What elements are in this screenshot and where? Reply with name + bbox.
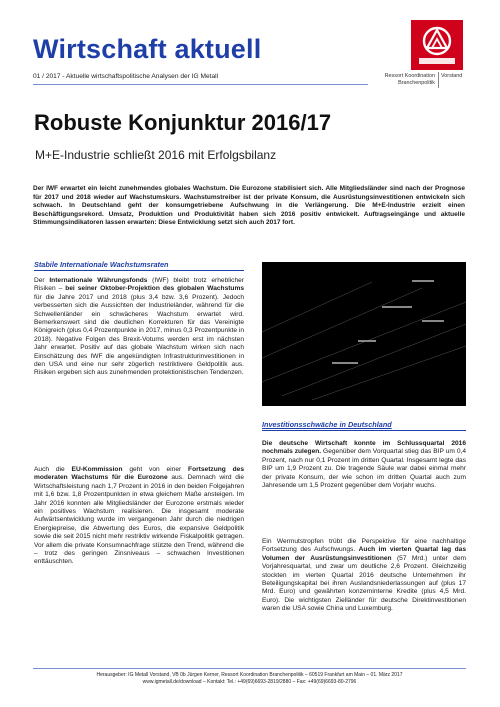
masthead-title: Wirtschaft aktuell <box>33 34 262 64</box>
ig-metall-logo-icon[interactable] <box>411 20 463 70</box>
chart-image <box>262 262 466 406</box>
section-divider <box>262 430 466 431</box>
footer-publisher: Herausgeber: IG Metall Vorstand, VB 0b Jürgen Kerner, Ressort Koordination Branchenpolitik – 60519 Frankfurt am Main – 01. März 2017 <box>96 672 403 678</box>
paragraph-iwf: Der Internationale Währungsfonds (IWF) bleibt trotz erheblicher Risiken – bei seiner Oktober-Projektion des globalen Wachstums für die Jahre 2017 und 2018 (plus 3,4 bzw. 3,6 Prozent). Jedoch verbesserten sich die Aussichten der Industrieländer, während für die Schwellenländer ein schwächeres Wachstum erwartet wird. Bemerkenswert sind die deutlichen Korrekturen für das Vereinigte Königreich (plus 0,4 Prozentpunkte in 2017, minus 0,3 Prozentpunkte in 2018). Negative Folgen des Brexit-Votums werden erst im nächsten Jahr erwartet. Positiv auf das globale Wachstum wirken sich nach Einschätzung des IWF die angekündigten Infrastrukturinvestitionen in den USA und eine nur sehr zögerlich restriktivere Geldpolitik aus. Risiken ergeben sich aus zunehmenden protektionistischen Tendenzen. <box>34 277 244 377</box>
page-subtitle: M+E-Industrie schließt 2016 mit Erfolgsbilanz <box>35 148 277 162</box>
footer-contact[interactable]: www.igmetall.de/download – Kontakt: Tel.: +49(69)6693-2819/2880 – Fax: +49(69)6693-80-2796 <box>142 679 357 685</box>
paragraph-german-economy: Die deutsche Wirtschaft konnte im Schlussquartal 2016 nochmals zulegen. Gegenüber dem Vorquartal stieg das BIP um 0,4 Prozent, nach nur 0,1 Prozent im dritten Quartal. Insgesamt legte das BIP um 1,9 Prozent zu. Die tragende Säule war dabei einmal mehr der private Konsum, der wie schon im dritten Quartal auch zum Jahresende um 1,5 Prozent gegenüber dem Vorjahr wuchs. <box>262 440 466 490</box>
masthead-subtitle: 01 / 2017 - Aktuelle wirtschaftspolitische Analysen der IG Metall <box>33 73 219 80</box>
department-board-label: Vorstand <box>441 73 463 79</box>
department-label: Ressort Koordination Branchenpolitik <box>384 73 435 86</box>
section-heading-international: Stabile Internationale Wachstumsraten <box>34 260 169 269</box>
paragraph-investment: Ein Wermutstropfen trübt die Perspektive für eine nachhaltige Fortsetzung des Aufschwungs. Auch im vierten Quartal lag das Volumen der Ausrüstungsinvestitionen (57 Mrd.) unter dem Vorjahresquartal, und zwar um deutliche 2,6 Prozent. Gleichzeitig stockten im vierten Quartal 2016 deutsche Unternehmen ihr Beteiligungskapital bei ihren Auslandsniederlassungen auf (plus 17 Mrd. Euro) und gewährten konzerninterne Kredite (plus 4,5 Mrd. Euro). Die wichtigsten Zielländer für deutsche Direktinvestitionen waren die USA sowie China und Luxemburg. <box>262 538 466 613</box>
department-divider <box>438 72 439 88</box>
footer-divider <box>33 668 466 669</box>
masthead-divider <box>33 84 368 85</box>
intro-paragraph: Der IWF erwartet ein leicht zunehmendes globales Wachstum. Die Eurozone stabilisiert sich. Alle Mitgliedsländer sind nach der Prognose für 2017 und 2018 wieder auf Wachstumskurs. Wachstumstreiber ist der private Konsum, die Ausrüstungsinvestitionen entwickeln sich schwach. In Deutschland geht der konsumgetriebene Aufschwung in die Verlängerung. Die M+E-Industrie erzielt einen Beschäftigungsrekord. Umsatz, Produktion und Produktivität haben sich 2016 positiv entwickelt. Auftragseingänge und aktuelle Stimmungsindikatoren lassen erwarten: Diese Entwicklung setzt sich auch 2017 fort. <box>33 185 465 226</box>
section-heading-germany: Investitionsschwäche in Deutschland <box>262 420 392 429</box>
footer <box>33 672 466 686</box>
section-divider <box>34 270 244 271</box>
paragraph-eu-commission: Auch die EU-Kommission geht von einer Fortsetzung des moderaten Wachstums für die Eurozone aus. Demnach wird die Wirtschaftsleistung nach 1,7 Prozent in 2016 in den beiden Folgejahren mit 1,6 bzw. 1,8 Prozentpunkten in etwa gleichem Maße ansteigen. Im Jahr 2016 konnten alle Mitgliedsländer der Eurozone erstmals wieder ein positives Wachstum realisieren. Die insgesamt moderate Aufwärtsentwicklung wurde im vergangenen Jahr durch die niedrigen Energiepreise, die Abwertung des Euros, die expansive Geldpolitik sowie die seit 2015 nicht mehr restriktiv wirkende Fiskalpolitik getragen. Vor allem die private Konsumnachfrage stützte den Trend, während die – trotz des geringen Zinsniveaus – schwachen Investitionen enttäuschten. <box>34 466 244 566</box>
page-title: Robuste Konjunktur 2016/17 <box>34 110 332 135</box>
